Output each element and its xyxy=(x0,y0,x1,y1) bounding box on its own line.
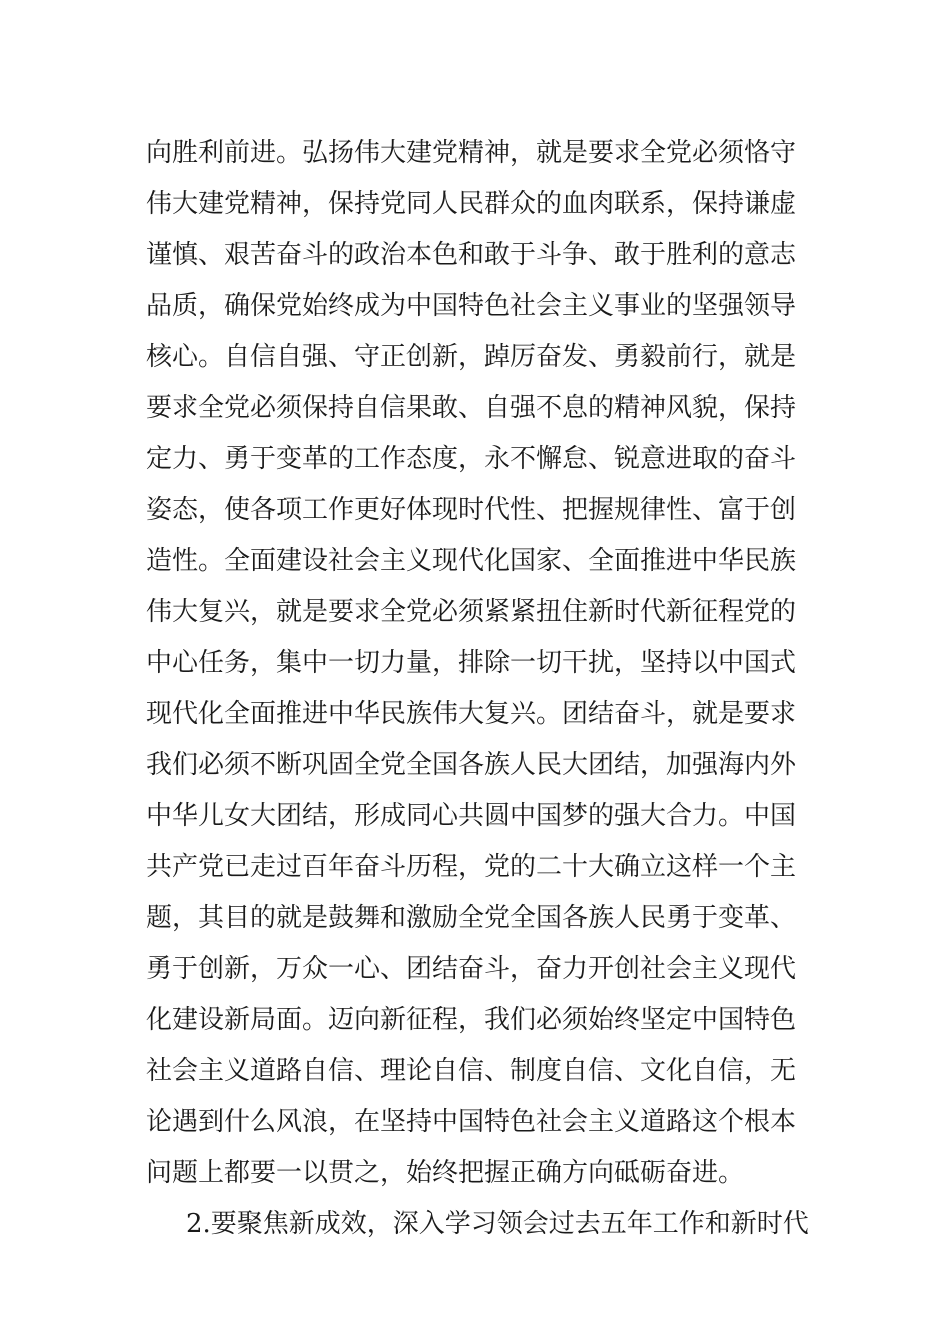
text-line-9: 造性。全面建设社会主义现代化国家、全面推进中华民族 xyxy=(146,546,797,576)
text-line-7: 定力、勇于变革的工作态度，永不懈怠、锐意进取的奋斗 xyxy=(146,444,797,474)
body-text xyxy=(146,128,826,1250)
text-line-14: 中华儿女大团结，形成同心共圆中国梦的强大合力。中国 xyxy=(146,801,797,831)
text-line-12: 现代化全面推进中华民族伟大复兴。团结奋斗，就是要求 xyxy=(146,699,797,729)
text-line-10: 伟大复兴，就是要求全党必须紧紧扭住新时代新征程党的 xyxy=(146,597,797,627)
text-line-18: 化建设新局面。迈向新征程，我们必须始终坚定中国特色 xyxy=(146,1005,797,1035)
section-heading-line: 2.要聚焦新成效，深入学习领会过去五年工作和新时代 xyxy=(186,1209,809,1239)
text-line-5: 核心。自信自强、守正创新，踔厉奋发、勇毅前行，就是 xyxy=(146,342,797,372)
text-line-21: 问题上都要一以贯之，始终把握正确方向砥砺奋进。 xyxy=(146,1158,745,1188)
text-line-6: 要求全党必须保持自信果敢、自强不息的精神风貌，保持 xyxy=(146,393,797,423)
text-line-13: 我们必须不断巩固全党全国各族人民大团结，加强海内外 xyxy=(146,750,797,780)
text-line-19: 社会主义道路自信、理论自信、制度自信、文化自信，无 xyxy=(146,1056,797,1086)
text-line-16: 题，其目的就是鼓舞和激励全党全国各族人民勇于变革、 xyxy=(146,903,797,933)
text-line-17: 勇于创新，万众一心、团结奋斗，奋力开创社会主义现代 xyxy=(146,954,797,984)
text-line-3: 谨慎、艰苦奋斗的政治本色和敢于斗争、敢于胜利的意志 xyxy=(146,240,797,270)
text-line-20: 论遇到什么风浪，在坚持中国特色社会主义道路这个根本 xyxy=(146,1107,797,1137)
text-line-2: 伟大建党精神，保持党同人民群众的血肉联系，保持谦虚 xyxy=(146,189,797,219)
text-line-15: 共产党已走过百年奋斗历程，党的二十大确立这样一个主 xyxy=(146,852,797,882)
text-line-8: 姿态，使各项工作更好体现时代性、把握规律性、富于创 xyxy=(146,495,797,525)
text-line-11: 中心任务，集中一切力量，排除一切干扰，坚持以中国式 xyxy=(146,648,797,678)
text-line-1: 向胜利前进。弘扬伟大建党精神，就是要求全党必须恪守 xyxy=(146,138,797,168)
text-line-4: 品质，确保党始终成为中国特色社会主义事业的坚强领导 xyxy=(146,291,797,321)
